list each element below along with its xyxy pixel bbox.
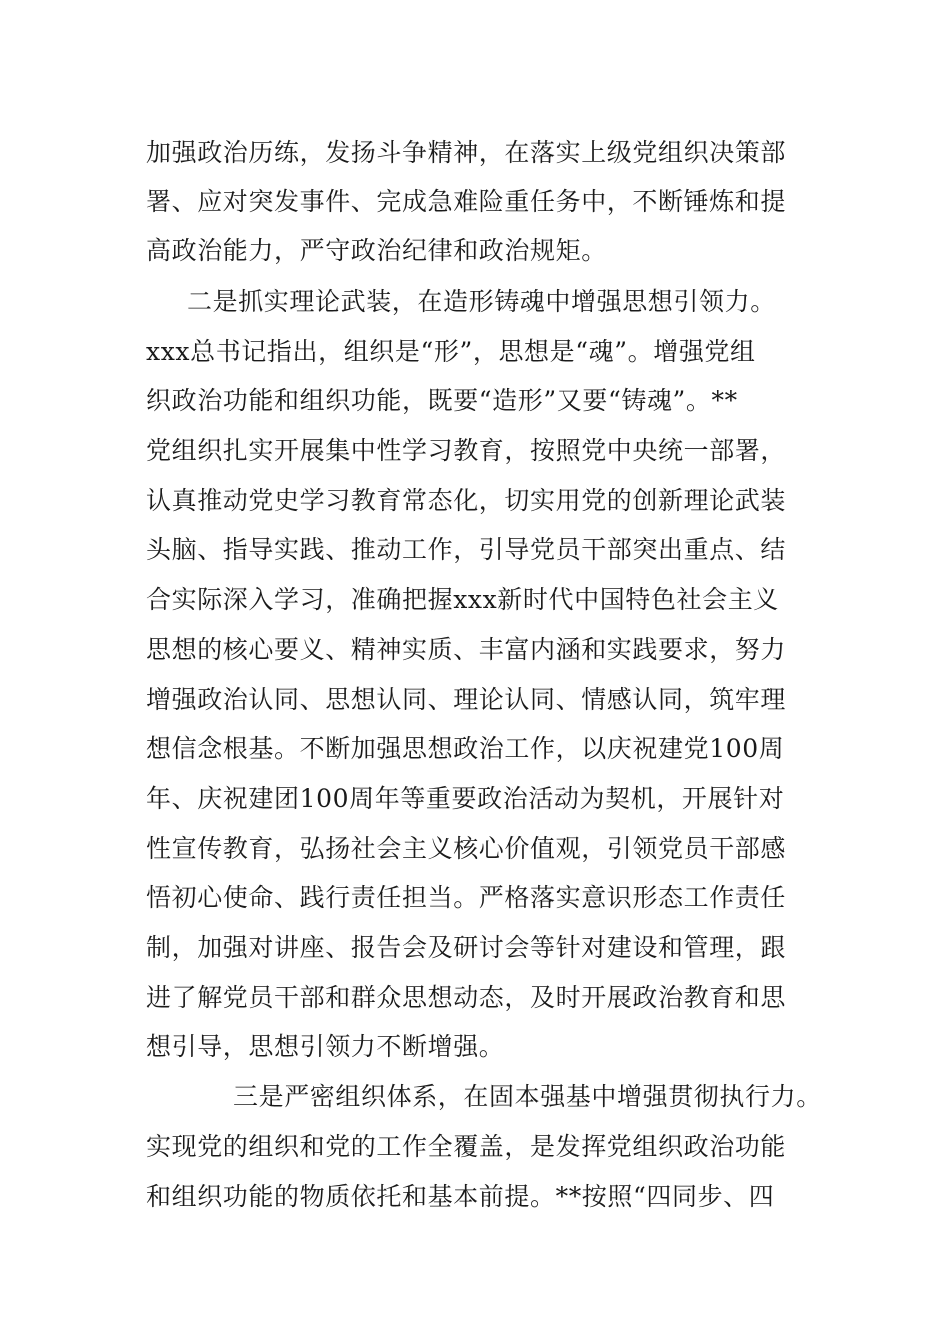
text-line: 织政治功能和组织功能，既要“造形”又要“铸魂”。** [146, 386, 738, 415]
text-line: 进了解党员干部和群众思想动态，及时开展政治教育和思 [146, 983, 787, 1012]
text-line: 想信念根基。不断加强思想政治工作，以庆祝建党100周 [146, 734, 785, 763]
text-line: 高政治能力，严守政治纪律和政治规矩。 [146, 236, 607, 265]
text-line: 思想的核心要义、精神实质、丰富内涵和实践要求，努力 [146, 635, 787, 664]
text-line: 党组织扎实开展集中性学习教育，按照党中央统一部署， [146, 436, 787, 465]
text-line: 实现党的组织和党的工作全覆盖，是发挥党组织政治功能 [146, 1132, 787, 1161]
text-line: 加强政治历练，发扬斗争精神，在落实上级党组织决策部 [146, 138, 787, 167]
paragraph-heading: 二是抓实理论武装，在造形铸魂中增强思想引领力。 [187, 287, 776, 316]
text-line: 增强政治认同、思想认同、理论认同、情感认同，筑牢理 [146, 685, 787, 714]
text-line: 悟初心使命、践行责任担当。严格落实意识形态工作责任 [146, 883, 787, 912]
text-line: 头脑、指导实践、推动工作，引导党员干部突出重点、结 [146, 535, 787, 564]
text-line: 和组织功能的物质依托和基本前提。**按照“四同步、四 [146, 1182, 775, 1211]
text-line: 署、应对突发事件、完成急难险重任务中，不断锤炼和提 [146, 187, 787, 216]
paragraph-heading: 三是严密组织体系，在固本强基中增强贯彻执行力。 [233, 1082, 822, 1111]
text-line: 认真推动党史学习教育常态化，切实用党的创新理论武装 [146, 486, 787, 515]
text-line: 想引导，思想引领力不断增强。 [146, 1032, 505, 1061]
text-line: 性宣传教育，弘扬社会主义核心价值观，引领党员干部感 [146, 834, 787, 863]
text-line: 制，加强对讲座、报告会及研讨会等针对建设和管理，跟 [146, 933, 787, 962]
text-line: 年、庆祝建团100周年等重要政治活动为契机，开展针对 [146, 784, 785, 813]
text-line: 合实际深入学习，准确把握xxx新时代中国特色社会主义 [146, 585, 779, 614]
text-line: xxx总书记指出，组织是“形”，思想是“魂”。增强党组 [146, 337, 756, 366]
